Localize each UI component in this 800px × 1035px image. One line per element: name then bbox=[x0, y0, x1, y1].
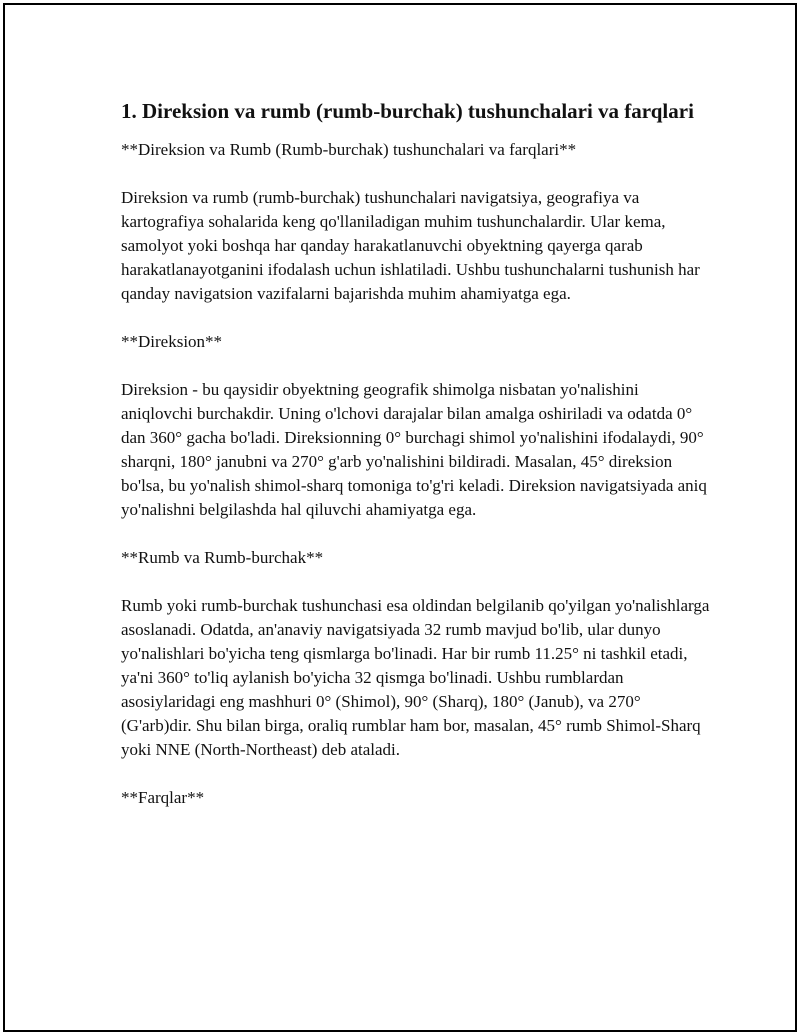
intro-paragraph: Direksion va rumb (rumb-burchak) tushunchalari navigatsiya, geografiya va kartografiya sohalarida keng qo'llaniladigan muhim tushunchalardir. Ular kema, samolyot yoki boshqa har qanday harakatlanuvchi obyektning qayerga qarab harakatlanayotganini ifodalash uchun ishlatiladi. Ushbu tushunchalarni tushunish har qanday navigatsion vazifalarni bajarishda muhim ahamiyatga ega. bbox=[121, 188, 700, 303]
farqlar-heading: **Farqlar** bbox=[121, 788, 205, 807]
direksion-paragraph: Direksion - bu qaysidir obyektning geografik shimolga nisbatan yo'nalishini aniqlovchi burchakdir. Uning o'lchovi darajalar bilan amalga oshiriladi va odatda 0° dan 360° gacha bo'ladi. Direksionning 0° burchagi shimol yo'nalishini ifodalaydi, 90° sharqni, 180° janubni va 270° g'arb yo'nalishini bildiradi. Masalan, 45° direksion bo'lsa, bu yo'nalish shimol-sharq tomoniga to'g'ri keladi. Direksion navigatsiyada aniq yo'nalishni belgilashda hal qiluvchi ahamiyatga ega. bbox=[121, 380, 707, 519]
section-heading: 1. Direksion va rumb (rumb-burchak) tushunchalari va farqlari bbox=[121, 99, 694, 123]
document-content bbox=[121, 97, 711, 834]
document-page bbox=[3, 3, 797, 1032]
subtitle-paragraph: **Direksion va Rumb (Rumb-burchak) tushunchalari va farqlari** bbox=[121, 140, 577, 159]
rumb-heading: **Rumb va Rumb-burchak** bbox=[121, 548, 324, 567]
direksion-heading: **Direksion** bbox=[121, 332, 223, 351]
rumb-paragraph: Rumb yoki rumb-burchak tushunchasi esa oldindan belgilanib qo'yilgan yo'nalishlarga asoslanadi. Odatda, an'anaviy navigatsiyada 32 rumb mavjud bo'lib, ular dunyo yo'nalishlari bo'yicha teng qismlarga bo'linadi. Har bir rumb 11.25° ni tashkil etadi, ya'ni 360° to'liq aylanish bo'yicha 32 qismga bo'linadi. Ushbu rumblardan asosiylaridagi eng mashhuri 0° (Shimol), 90° (Sharq), 180° (Janub), va 270° (G'arb)dir. Shu bilan birga, oraliq rumblar ham bor, masalan, 45° rumb Shimol-Sharq yoki NNE (North-Northeast) deb ataladi. bbox=[121, 596, 710, 759]
